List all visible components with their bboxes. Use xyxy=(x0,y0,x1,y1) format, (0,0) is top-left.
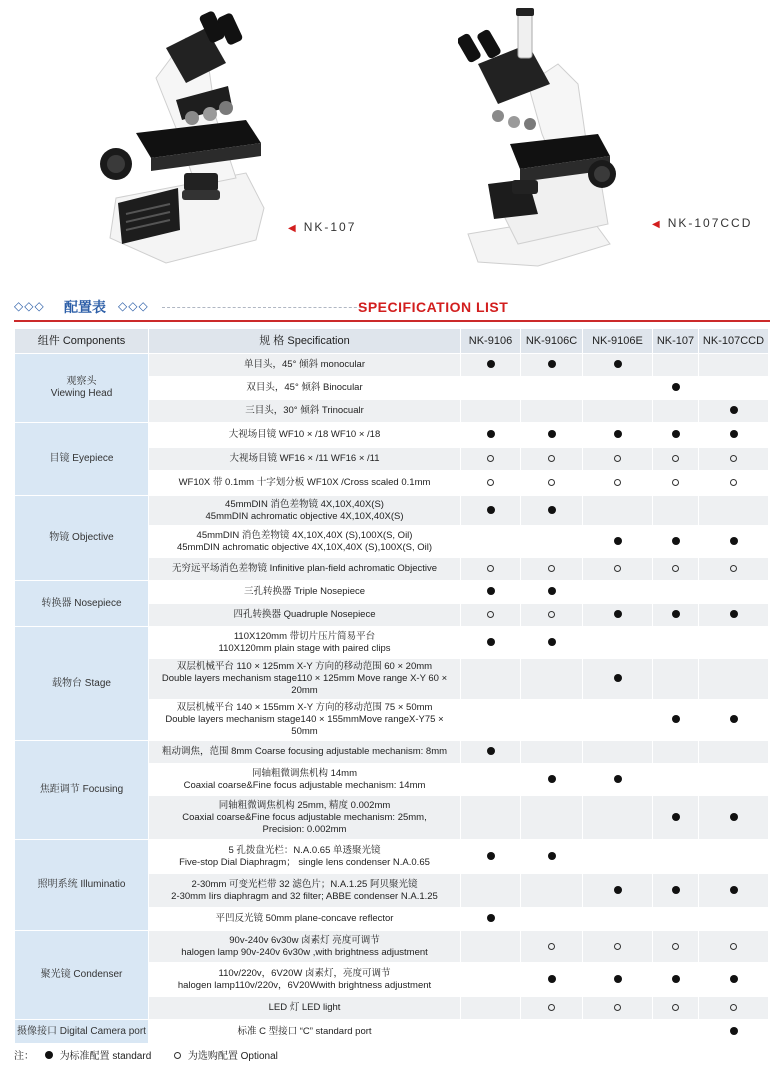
mark-cell xyxy=(583,796,653,840)
optional-ring-icon xyxy=(548,565,555,572)
spec-cell: 45mmDIN 消色差物镜 4X,10X,40X(S) 45mmDIN achromatic objective 4X,10X,40X(S) xyxy=(149,496,461,526)
standard-dot-icon xyxy=(730,1027,738,1035)
mark-cell xyxy=(699,997,769,1020)
table-row xyxy=(15,581,769,604)
mark-cell xyxy=(521,354,583,377)
optional-ring-icon xyxy=(548,1004,555,1011)
col-header-components: 组件 Components xyxy=(15,329,149,354)
mark-cell xyxy=(461,796,521,840)
mark-cell xyxy=(521,840,583,874)
mark-cell xyxy=(653,1020,699,1044)
optional-ring-icon xyxy=(730,1004,737,1011)
spec-cell: 三目头，30° 倾斜 Trinocualr xyxy=(149,400,461,423)
optional-ring-icon xyxy=(487,479,494,486)
standard-dot-icon xyxy=(672,813,680,821)
mark-cell xyxy=(653,874,699,908)
mark-cell xyxy=(521,377,583,400)
mark-cell xyxy=(521,741,583,764)
mark-cell xyxy=(521,764,583,796)
mark-cell xyxy=(521,908,583,931)
standard-dot-icon xyxy=(730,813,738,821)
title-underline xyxy=(14,320,770,322)
standard-dot-icon xyxy=(672,430,680,438)
col-header-nk107ccd: NK-107CCD xyxy=(699,329,769,354)
optional-ring-icon xyxy=(548,611,555,618)
spec-cell: 标准 C 型接口 “C” standard port xyxy=(149,1020,461,1044)
mark-cell xyxy=(461,908,521,931)
mark-cell xyxy=(653,377,699,400)
spec-cell: 同轴粗微调焦机构 25mm, 精度 0.002mm Coaxial coarse&Fine focus adjustable mechanism: 25mm, Precision: 0.002mm xyxy=(149,796,461,840)
spec-cell: 5 孔拨盘光栏：N.A.0.65 单透聚光镜 Five-stop Dial Diaphragm； single lens condenser N.A.0.65 xyxy=(149,840,461,874)
mark-cell xyxy=(699,377,769,400)
optional-ring-icon xyxy=(672,565,679,572)
spec-cell: 双层机械平台 140 × 155mm X-Y 方向的移动范围 75 × 50mm Double layers mechanism stage140 × 155mmMove rangeX-Y75 × 50mm xyxy=(149,700,461,741)
mark-cell xyxy=(653,997,699,1020)
standard-dot-icon xyxy=(548,975,556,983)
optional-ring-icon xyxy=(487,611,494,618)
standard-dot-icon xyxy=(730,430,738,438)
mark-cell xyxy=(461,400,521,423)
mark-cell xyxy=(461,627,521,659)
mark-cell xyxy=(653,496,699,526)
standard-dot-icon xyxy=(730,886,738,894)
mark-cell xyxy=(583,604,653,627)
component-cell: 转换器 Nosepiece xyxy=(15,581,149,627)
standard-dot-icon xyxy=(730,715,738,723)
mark-cell xyxy=(461,581,521,604)
standard-dot-icon xyxy=(614,674,622,682)
mark-cell xyxy=(583,496,653,526)
mark-cell xyxy=(653,558,699,581)
standard-dot-icon xyxy=(614,886,622,894)
microscope-nk107ccd-image xyxy=(458,4,618,270)
standard-dot-icon xyxy=(672,383,680,391)
mark-cell xyxy=(583,764,653,796)
standard-dot-icon xyxy=(730,975,738,983)
mark-cell xyxy=(583,354,653,377)
standard-dot-icon xyxy=(614,537,622,545)
standard-dot-icon xyxy=(548,587,556,595)
mark-cell xyxy=(653,764,699,796)
mark-cell xyxy=(521,931,583,963)
spec-cell: 粗动调焦，范围 8mm Coarse focusing adjustable mechanism: 8mm xyxy=(149,741,461,764)
spec-cell: 同轴粗微调焦机构 14mm Coaxial coarse&Fine focus adjustable mechanism: 14mm xyxy=(149,764,461,796)
mark-cell xyxy=(461,448,521,471)
mark-cell xyxy=(699,700,769,741)
col-header-nk9106c: NK-9106C xyxy=(521,329,583,354)
standard-dot-icon xyxy=(614,360,622,368)
mark-cell xyxy=(461,931,521,963)
mark-cell xyxy=(583,377,653,400)
standard-dot-icon xyxy=(487,914,495,922)
mark-cell xyxy=(461,526,521,558)
standard-dot-icon xyxy=(548,775,556,783)
mark-cell xyxy=(521,1020,583,1044)
mark-cell xyxy=(699,796,769,840)
note-standard: 为标准配置 standard xyxy=(59,1051,152,1062)
mark-cell xyxy=(583,908,653,931)
mark-cell xyxy=(699,526,769,558)
mark-cell xyxy=(521,423,583,448)
mark-cell xyxy=(521,526,583,558)
mark-cell xyxy=(583,448,653,471)
mark-cell xyxy=(653,581,699,604)
standard-dot-icon xyxy=(487,430,495,438)
optional-ring-icon xyxy=(672,1004,679,1011)
mark-cell xyxy=(699,874,769,908)
mark-cell xyxy=(699,1020,769,1044)
microscope-nk107-image xyxy=(96,8,276,270)
standard-dot-icon xyxy=(614,975,622,983)
mark-cell xyxy=(583,400,653,423)
standard-dot-icon xyxy=(487,506,495,514)
mark-cell xyxy=(699,764,769,796)
mark-cell xyxy=(461,604,521,627)
table-header-row xyxy=(15,329,769,354)
mark-cell xyxy=(653,931,699,963)
mark-cell xyxy=(521,604,583,627)
dashed-divider xyxy=(162,307,372,308)
standard-dot-icon xyxy=(614,430,622,438)
mark-cell xyxy=(583,1020,653,1044)
mark-cell xyxy=(653,448,699,471)
col-header-specification: 规 格 Specification xyxy=(149,329,461,354)
mark-cell xyxy=(521,558,583,581)
component-cell: 焦距调节 Focusing xyxy=(15,741,149,840)
component-cell: 摄像接口 Digital Camera port xyxy=(15,1020,149,1044)
mark-cell xyxy=(461,741,521,764)
model-label-right: ◀ NK-107CCD xyxy=(652,216,753,230)
mark-cell xyxy=(653,796,699,840)
table-row xyxy=(15,496,769,526)
component-cell: 聚光镜 Condenser xyxy=(15,931,149,1020)
spec-table xyxy=(14,328,769,1044)
mark-cell xyxy=(461,1020,521,1044)
mark-cell xyxy=(583,700,653,741)
mark-cell xyxy=(653,700,699,741)
optional-ring-icon xyxy=(672,455,679,462)
col-header-nk9106e: NK-9106E xyxy=(583,329,653,354)
table-row xyxy=(15,1020,769,1044)
optional-ring-icon xyxy=(730,479,737,486)
mark-cell xyxy=(653,354,699,377)
mark-cell xyxy=(521,581,583,604)
mark-cell xyxy=(521,700,583,741)
component-cell: 载物台 Stage xyxy=(15,627,149,741)
standard-dot-icon xyxy=(614,610,622,618)
optional-ring-icon xyxy=(730,565,737,572)
mark-cell xyxy=(653,627,699,659)
mark-cell xyxy=(699,471,769,496)
standard-dot-icon xyxy=(487,747,495,755)
mark-cell xyxy=(521,874,583,908)
mark-cell xyxy=(583,741,653,764)
standard-dot-icon xyxy=(548,852,556,860)
spec-cell: 平凹反光镜 50mm plane-concave reflector xyxy=(149,908,461,931)
optional-ring-icon xyxy=(174,1052,181,1059)
standard-dot-icon xyxy=(548,430,556,438)
mark-cell xyxy=(583,659,653,700)
optional-ring-icon xyxy=(548,455,555,462)
optional-ring-icon xyxy=(614,479,621,486)
table-row xyxy=(15,354,769,377)
mark-cell xyxy=(461,963,521,997)
standard-dot-icon xyxy=(45,1051,53,1059)
standard-dot-icon xyxy=(614,775,622,783)
legend-note xyxy=(14,1047,278,1062)
product-images xyxy=(0,0,770,290)
mark-cell xyxy=(521,963,583,997)
mark-cell xyxy=(521,997,583,1020)
standard-dot-icon xyxy=(487,638,495,646)
mark-cell xyxy=(699,627,769,659)
optional-ring-icon xyxy=(672,479,679,486)
optional-ring-icon xyxy=(487,455,494,462)
standard-dot-icon xyxy=(548,506,556,514)
mark-cell xyxy=(461,558,521,581)
diamond-decoration-icon: ◇◇◇ xyxy=(118,299,149,313)
spec-cell: 三孔转换器 Triple Nosepiece xyxy=(149,581,461,604)
standard-dot-icon xyxy=(730,610,738,618)
standard-dot-icon xyxy=(730,406,738,414)
mark-cell xyxy=(583,627,653,659)
mark-cell xyxy=(583,874,653,908)
component-cell: 目镜 Eyepiece xyxy=(15,423,149,496)
mark-cell xyxy=(583,471,653,496)
spec-cell: 110X120mm 带切片压片简易平台 110X120mm plain stage with paired clips xyxy=(149,627,461,659)
table-row xyxy=(15,931,769,963)
mark-cell xyxy=(583,931,653,963)
mark-cell xyxy=(699,354,769,377)
standard-dot-icon xyxy=(672,610,680,618)
mark-cell xyxy=(699,448,769,471)
standard-dot-icon xyxy=(672,975,680,983)
mark-cell xyxy=(699,963,769,997)
optional-ring-icon xyxy=(614,1004,621,1011)
mark-cell xyxy=(699,908,769,931)
mark-cell xyxy=(461,377,521,400)
spec-cell: 90v-240v 6v30w 卤素灯 亮度可调节 halogen lamp 90v-240v 6v30w ,with brightness adjustment xyxy=(149,931,461,963)
standard-dot-icon xyxy=(487,852,495,860)
mark-cell xyxy=(653,908,699,931)
mark-cell xyxy=(653,604,699,627)
mark-cell xyxy=(653,840,699,874)
mark-cell xyxy=(653,963,699,997)
note-optional: 为选购配置 Optional xyxy=(187,1051,278,1062)
mark-cell xyxy=(461,496,521,526)
optional-ring-icon xyxy=(548,479,555,486)
optional-ring-icon xyxy=(672,943,679,950)
mark-cell xyxy=(521,659,583,700)
mark-cell xyxy=(653,526,699,558)
mark-cell xyxy=(583,963,653,997)
standard-dot-icon xyxy=(548,360,556,368)
mark-cell xyxy=(699,659,769,700)
spec-cell: 四孔转换器 Quadruple Nosepiece xyxy=(149,604,461,627)
mark-cell xyxy=(653,471,699,496)
mark-cell xyxy=(583,581,653,604)
table-row xyxy=(15,840,769,874)
spec-cell: 单目头，45° 倾斜 monocular xyxy=(149,354,461,377)
mark-cell xyxy=(699,604,769,627)
mark-cell xyxy=(521,496,583,526)
spec-cell: 45mmDIN 消色差物镜 4X,10X,40X (S),100X(S, Oil) 45mmDIN achromatic objective 4X,10X,40X (S),100X(S, Oil) xyxy=(149,526,461,558)
mark-cell xyxy=(461,471,521,496)
optional-ring-icon xyxy=(487,565,494,572)
mark-cell xyxy=(521,400,583,423)
spec-cell: 2-30mm 可变光栏带 32 滤色片；N.A.1.25 阿贝聚光镜 2-30mm Iirs diaphragm and 32 filter; ABBE condenser N.A.1.25 xyxy=(149,874,461,908)
col-header-nk107: NK-107 xyxy=(653,329,699,354)
spec-cell: WF10X 带 0.1mm 十字划分板 WF10X /Cross scaled 0.1mm xyxy=(149,471,461,496)
mark-cell xyxy=(699,558,769,581)
mark-cell xyxy=(461,354,521,377)
spec-cell: 110v/220v，6V20W 卤素灯，亮度可调节 halogen lamp110v/220v，6V20Wwith brightness adjustment xyxy=(149,963,461,997)
mark-cell xyxy=(461,874,521,908)
mark-cell xyxy=(521,627,583,659)
col-header-nk9106: NK-9106 xyxy=(461,329,521,354)
mark-cell xyxy=(521,448,583,471)
standard-dot-icon xyxy=(672,537,680,545)
standard-dot-icon xyxy=(672,886,680,894)
model-label-left: ◀ NK-107 xyxy=(288,220,357,234)
mark-cell xyxy=(653,741,699,764)
standard-dot-icon xyxy=(487,360,495,368)
mark-cell xyxy=(583,526,653,558)
mark-cell xyxy=(653,400,699,423)
component-cell: 观察头 Viewing Head xyxy=(15,354,149,423)
spec-cell: 无穷远平场消色差物镜 Infinitive plan-field achromatic Objective xyxy=(149,558,461,581)
mark-cell xyxy=(699,496,769,526)
standard-dot-icon xyxy=(548,638,556,646)
optional-ring-icon xyxy=(614,565,621,572)
mark-cell xyxy=(699,840,769,874)
mark-cell xyxy=(653,423,699,448)
mark-cell xyxy=(461,700,521,741)
optional-ring-icon xyxy=(730,943,737,950)
mark-cell xyxy=(699,423,769,448)
mark-cell xyxy=(461,659,521,700)
spec-cell: 大视场目镜 WF10 × /18 WF10 × /18 xyxy=(149,423,461,448)
spec-cell: 双层机械平台 110 × 125mm X-Y 方向的移动范围 60 × 20mm Double layers mechanism stage110 × 125mm Move range X-Y 60 × 20mm xyxy=(149,659,461,700)
mark-cell xyxy=(583,423,653,448)
mark-cell xyxy=(699,400,769,423)
diamond-decoration-icon: ◇◇◇ xyxy=(14,299,45,313)
spec-list-title: SPECIFICATION LIST xyxy=(358,299,509,315)
mark-cell xyxy=(461,997,521,1020)
mark-cell xyxy=(461,764,521,796)
standard-dot-icon xyxy=(487,587,495,595)
optional-ring-icon xyxy=(614,943,621,950)
mark-cell xyxy=(521,796,583,840)
mark-cell xyxy=(699,741,769,764)
table-row xyxy=(15,741,769,764)
optional-ring-icon xyxy=(730,455,737,462)
table-row xyxy=(15,423,769,448)
spec-cell: 大视场目镜 WF16 × /11 WF16 × /11 xyxy=(149,448,461,471)
standard-dot-icon xyxy=(730,537,738,545)
spec-cell: 双目头，45° 倾斜 Binocular xyxy=(149,377,461,400)
mark-cell xyxy=(699,931,769,963)
mark-cell xyxy=(461,840,521,874)
spec-cell: LED 灯 LED light xyxy=(149,997,461,1020)
mark-cell xyxy=(521,471,583,496)
mark-cell xyxy=(583,840,653,874)
cn-title: 配置表 xyxy=(64,299,106,315)
optional-ring-icon xyxy=(548,943,555,950)
mark-cell xyxy=(699,581,769,604)
standard-dot-icon xyxy=(672,715,680,723)
mark-cell xyxy=(461,423,521,448)
optional-ring-icon xyxy=(614,455,621,462)
component-cell: 物镜 Objective xyxy=(15,496,149,581)
mark-cell xyxy=(583,997,653,1020)
mark-cell xyxy=(653,659,699,700)
component-cell: 照明系统 Illuminatio xyxy=(15,840,149,931)
mark-cell xyxy=(583,558,653,581)
table-row xyxy=(15,627,769,659)
note-prefix: 注： xyxy=(14,1051,34,1062)
